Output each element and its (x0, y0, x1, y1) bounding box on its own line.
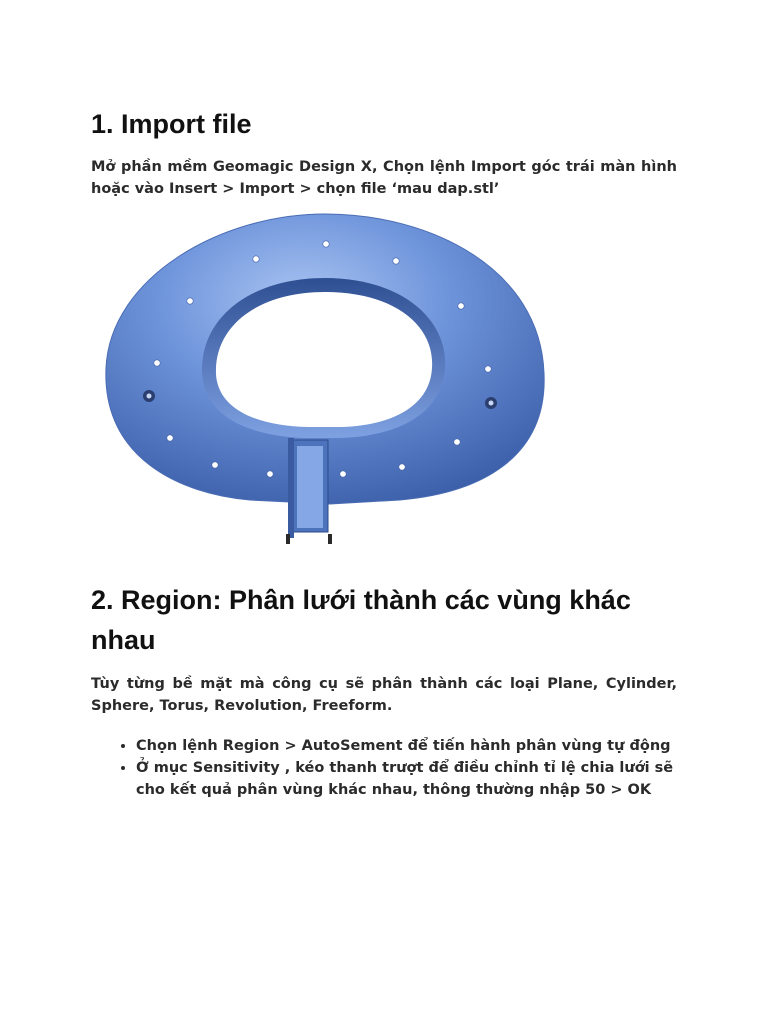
section-2-paragraph: Tùy từng bề mặt mà công cụ sẽ phân thành các loại Plane, Cylinder, Sphere, Torus, Revolution, Freeform. (91, 676, 677, 714)
list-item: • Ở mục Sensitivity , kéo thanh trượt để điều chỉnh tỉ lệ chia lưới sẽ cho kết quả phân vùng khác nhau, thông thường nhập 50 > OK (136, 757, 706, 801)
section-1-heading: 1. Import file (91, 109, 252, 139)
section-1-paragraph: Mở phần mềm Geomagic Design X, Chọn lệnh Import góc trái màn hình hoặc vào Insert > Import > chọn file ‘mau dap.stl’ (91, 159, 677, 197)
mesh-model-figure (100, 208, 550, 548)
section-2-heading: 2. Region: Phân lưới thành các vùng khác nhau (91, 585, 631, 655)
mesh-model-icon (100, 208, 550, 548)
instruction-list (110, 735, 706, 801)
list-item: • Chọn lệnh Region > AutoSement để tiến hành phân vùng tự động (136, 735, 706, 757)
